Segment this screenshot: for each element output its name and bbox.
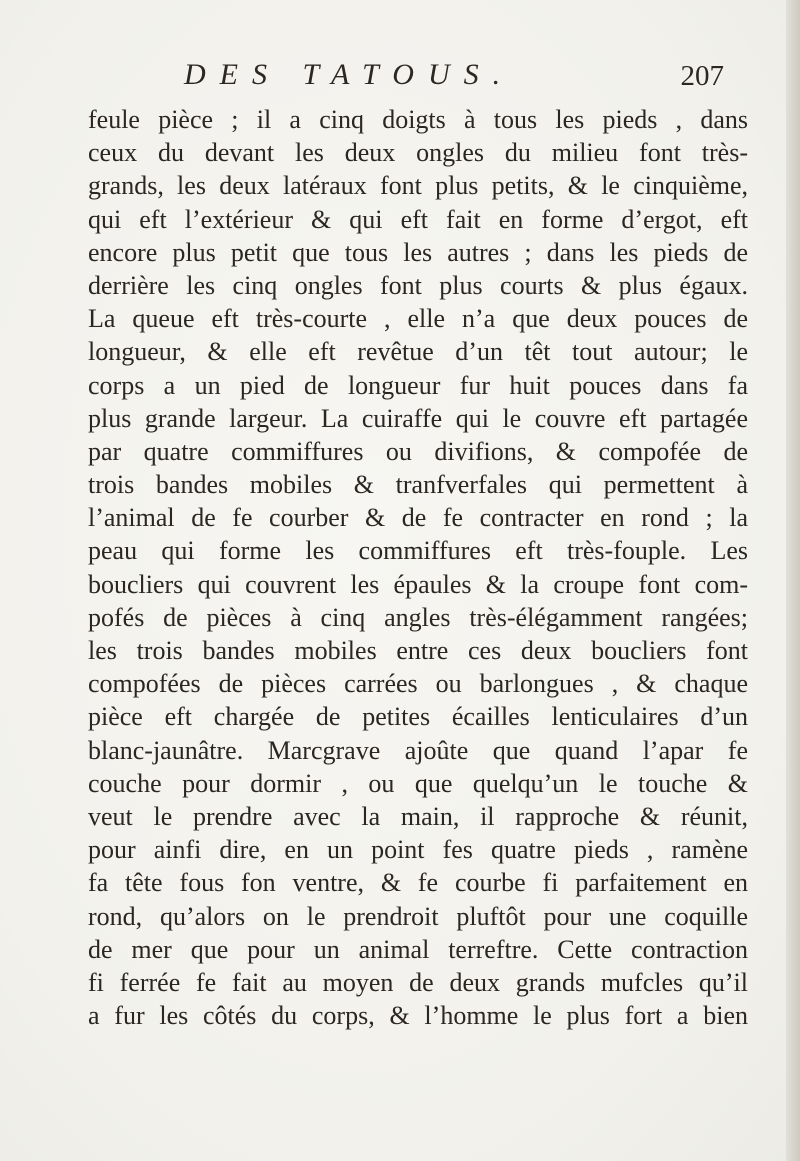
text-line: longueur, & elle eft revêtue d’un têt tout autour; le bbox=[88, 337, 748, 367]
text-line: l’animal de fe courber & de fe contracter en rond ; la bbox=[88, 503, 748, 533]
text-line: corps a un pied de longueur fur huit pouces dans fa bbox=[88, 370, 748, 400]
text-line: boucliers qui couvrent les épaules & la croupe font com- bbox=[88, 569, 748, 599]
text-line: les trois bandes mobiles entre ces deux boucliers font bbox=[88, 636, 748, 665]
text-line: La queue eft très-courte , elle n’a que deux pouces de bbox=[88, 304, 748, 334]
text-line: de mer que pour un animal terreftre. Cette contraction bbox=[88, 934, 748, 964]
text-line: ceux du devant les deux ongles du milieu font très- bbox=[88, 138, 748, 168]
text-line: a fur les côtés du corps, & l’homme le plus fort a bien bbox=[88, 1001, 748, 1031]
running-head: DES TATOUS. bbox=[184, 58, 515, 91]
text-line: veut le prendre avec la main, il rapproche & réunit, bbox=[88, 801, 748, 831]
text-line: encore plus petit que tous les autres ; dans les pieds de bbox=[88, 237, 748, 267]
text-line: par quatre commiffures ou divifions, & compofée de bbox=[88, 436, 748, 466]
text-line: qui eft l’extérieur & qui eft fait en forme d’ergot, eft bbox=[88, 204, 748, 234]
text-line: derrière les cinq ongles font plus courts & plus égaux. bbox=[88, 270, 748, 300]
text-line: trois bandes mobiles & tranfverfales qui permettent à bbox=[88, 470, 748, 500]
text-line: blanc-jaunâtre. Marcgrave ajoûte que quand l’apar fe bbox=[88, 735, 748, 765]
text-line: rond, qu’alors on le prendroit pluftôt pour une coquille bbox=[88, 901, 748, 931]
text-line: fa tête fous fon ventre, & fe courbe fi parfaitement en bbox=[88, 868, 748, 898]
text-line: grands, les deux latéraux font plus petits, & le cinquième, bbox=[88, 171, 748, 201]
text-line: pour ainfi dire, en un point fes quatre pieds , ramène bbox=[88, 835, 748, 865]
text-line: feule pièce ; il a cinq doigts à tous les pieds , dans bbox=[88, 105, 748, 134]
text-line: pofés de pièces à cinq angles très-élégamment rangées; bbox=[88, 602, 748, 632]
text-line: pièce eft chargée de petites écailles lenticulaires d’un bbox=[88, 702, 748, 732]
body-text bbox=[88, 103, 748, 1032]
page-edge bbox=[786, 0, 800, 1161]
page-header bbox=[184, 58, 744, 102]
text-line: couche pour dormir , ou que quelqu’un le touche & bbox=[88, 768, 748, 798]
page-number: 207 bbox=[680, 60, 724, 92]
text-line: fi ferrée fe fait au moyen de deux grands mufcles qu’il bbox=[88, 967, 748, 997]
text-line: peau qui forme les commiffures eft très-fouple. Les bbox=[88, 536, 748, 566]
text-line: plus grande largeur. La cuiraffe qui le couvre eft partagée bbox=[88, 403, 748, 433]
text-line: compofées de pièces carrées ou barlongues , & chaque bbox=[88, 669, 748, 699]
